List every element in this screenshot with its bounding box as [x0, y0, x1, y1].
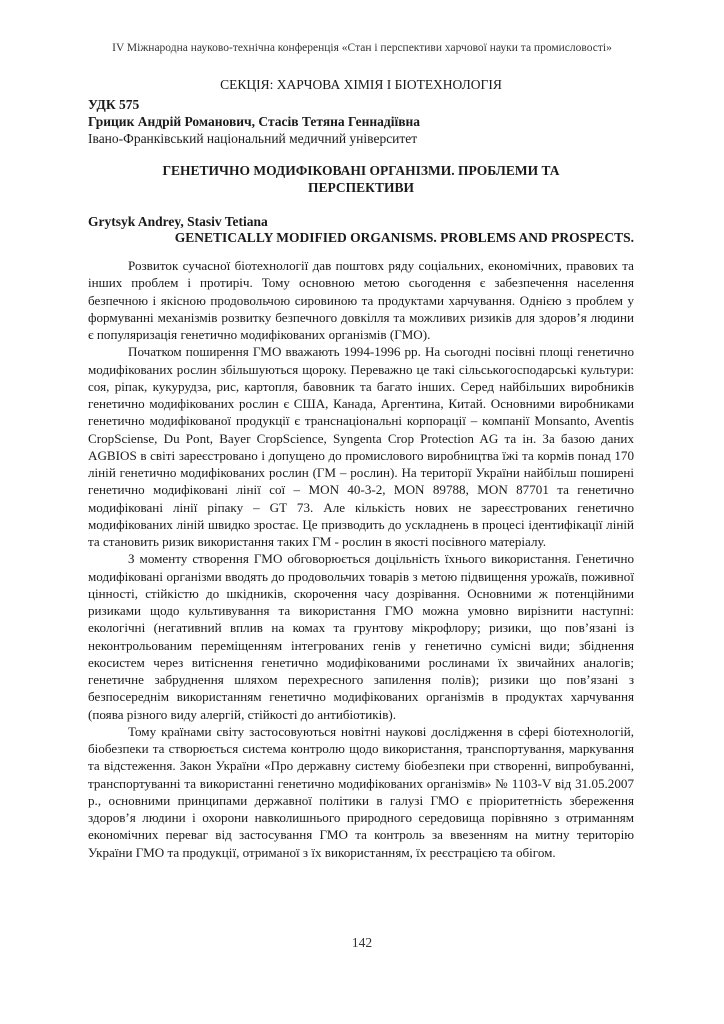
- affiliation: Івано-Франківський національний медичний університет: [88, 131, 418, 146]
- article-title-ua: ГЕНЕТИЧНО МОДИФІКОВАНІ ОРГАНІЗМИ. ПРОБЛЕМИ ТА ПЕРСПЕКТИВИ: [162, 163, 560, 195]
- authors-en: Grytsyk Andrey, Stasiv Tetiana: [88, 214, 268, 229]
- paragraph: Розвиток сучасної біотехнології дав поштовх ряду соціальних, економічних, правових та інших проблем і протиріч. Тому основною метою сьогодення є забезпечення населення безпечною і якісною продовольчою сировиною та продуктами харчування. Однією з проблем у формуванні механізмів розвитку безпечного довкілля та можливих ризиків для здоров’я людини є популяризація генетично модифікованих організмів (ГМО).: [88, 258, 634, 342]
- page-number: 142: [351, 935, 373, 950]
- running-header: IV Міжнародна науково-технічна конференція «Стан і перспективи харчової науки та промисловості»: [112, 42, 612, 54]
- section-heading: СЕКЦІЯ: ХАРЧОВА ХІМІЯ І БІОТЕХНОЛОГІЯ: [220, 77, 502, 92]
- authors-ua: Грицик Андрій Романович, Стасів Тетяна Геннадіївна: [88, 114, 421, 129]
- paragraph: Початком поширення ГМО вважають 1994-1996 рр. На сьогодні посівні площі генетично модифікованих рослин збільшуються щороку. Переважно це такі сільськогосподарські культури: соя, ріпак, кукурудза, рис, картопля, бавовник та багато інших. Серед найбільших виробників генетично модифікованих рослин є США, Канада, Аргентина, Китай. Основними виробниками генетично модифікованої продукції є транснаціональні корпорації – компанії Monsanto, Aventis CropSciense, Du Pont, Bayer CropScience, Syngenta Crop Protection AG та ін. За базою даних AGBIOS в світі зареєстровано і допущено до промислового виробництва їжі та кормів понад 170 ліній генетично модифікованих рослин (ГМ – рослин). На території України найбільш поширені генетично модифіковані лінії сої – MON 40-3-2, MON 89788, MON 87701 та генетично модифіковані лінії ріпаку – GT 73. Але кількість нових не зареєстрованих генетично модифікованих ліній швидко зростає. Це призводить до ускладнень в процесі ідентифікації ліній та становить ризик використання таких ГМ - рослин в якості посівного матеріалу.: [88, 344, 634, 549]
- udk-code: УДК 575: [88, 97, 140, 112]
- paragraph: Тому країнами світу застосовуються новітні наукові дослідження в сфері біотехнологій, біобезпеки та створюється система контролю щодо використання, транспортування, маркування та відстеження. Закон України «Про державну систему біобезпеки при створенні, випробуванні, транспортуванні та використанні генетично модифікованих організмів» № 1103-V від 31.05.2007 р., основними принципами державної політики в галузі ГМО є пріоритетність збереження здоров’я людини і охорони навколишнього природного середовища порівняно з отриманням економічних переваг від застосування ГМО та контроль за ввезенням на митну територію України ГМО та продукції, отриманої з їх використанням, їх реєстрацією та обігом.: [88, 723, 634, 860]
- article-body: [88, 76, 634, 861]
- article-title-en: GENETICALLY MODIFIED ORGANISMS. PROBLEMS AND PROSPECTS.: [174, 230, 634, 245]
- paragraph: З моменту створення ГМО обговорюється доцільність їхнього використання. Генетично модифіковані організми вводять до продовольчих товарів з метою підвищення урожаїв, поживної цінності, стійкістю до шкідників, скорочення часу дозрівання. Основними ж потенційними ризиками щодо культивування та використання ГМО можна умовно вирізнити наступні: екологічні (негативний вплив на комах та грунтову мікрофлору; ризики, що пов’язані із неконтрольованим переміщенням інтегрованих генів у генетично сумісні види; збіднення екосистем через витіснення генетично модифікованими рослинами їх звичайних аналогів; генетичне забруднення шляхом перехресного запилення полів); ризики що пов’язані з безпосереднім використанням генетично модифікованих організмів в продуктах харчування (поява різного виду алергій, стійкості до антибіотиків).: [88, 551, 634, 722]
